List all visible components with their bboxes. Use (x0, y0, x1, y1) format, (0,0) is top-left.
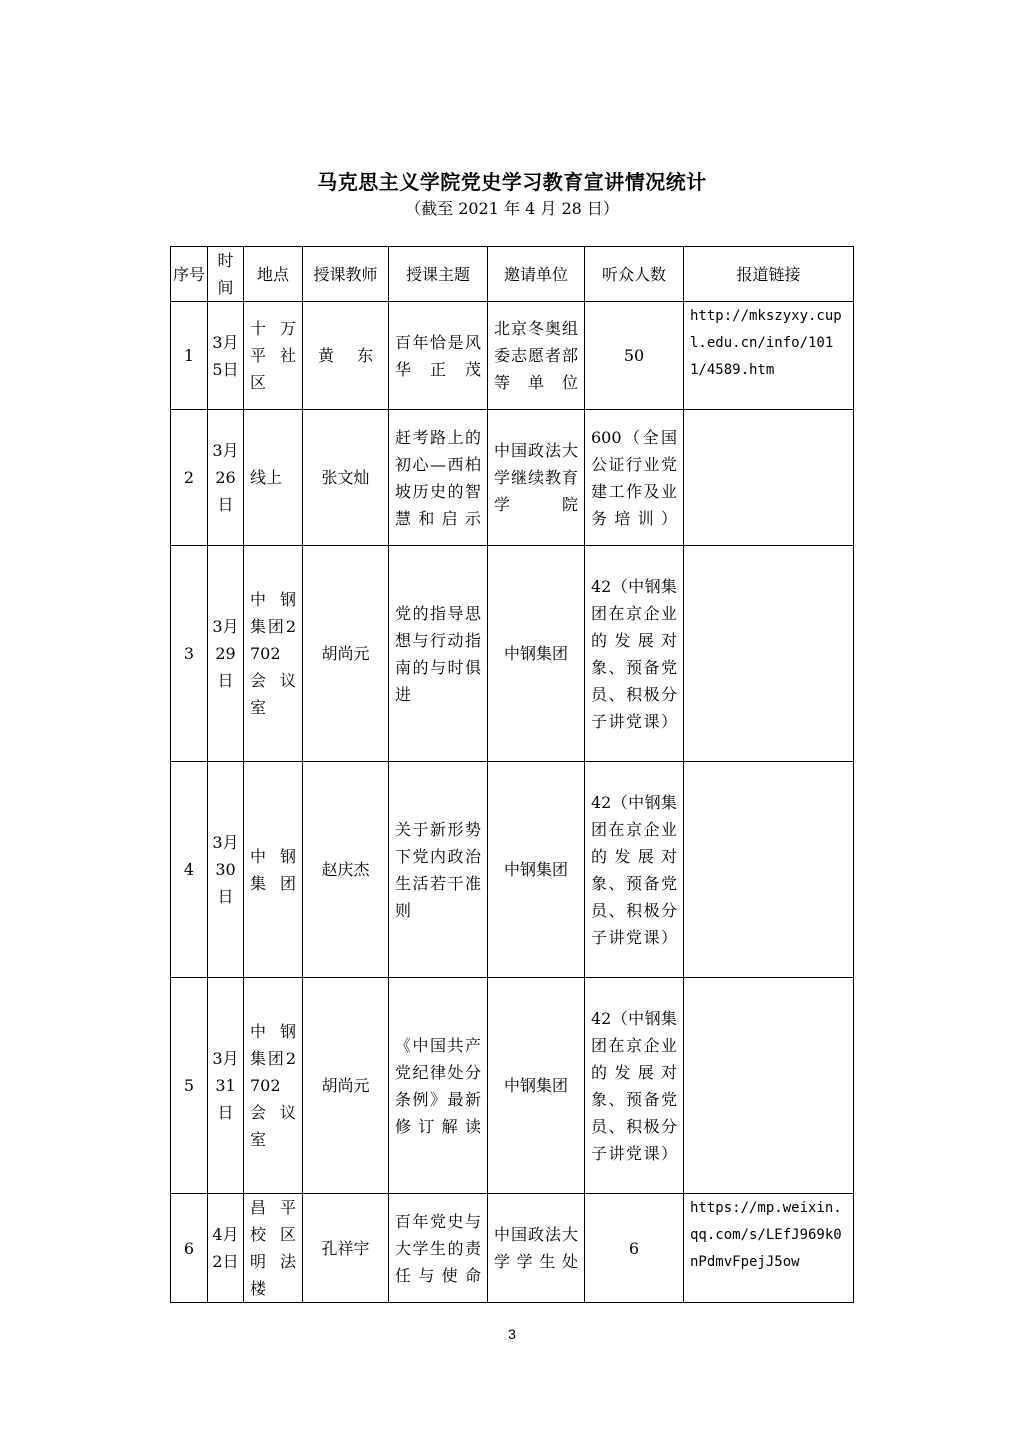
cell-teacher: 赵庆杰 (303, 762, 389, 978)
cell-topic: 党的指导思想与行动指南的与时俱进 (389, 546, 488, 762)
cell-topic: 关于新形势下党内政治生活若干准则 (389, 762, 488, 978)
cell-teacher: 胡尚元 (303, 546, 389, 762)
cell-link (684, 762, 854, 978)
cell-unit: 中钢集团 (488, 546, 585, 762)
cell-place: 中钢集团 (244, 762, 303, 978)
cell-place: 中钢集团2702会议室 (244, 546, 303, 762)
table-row (171, 410, 854, 546)
cell-topic: 百年恰是风华正茂 (389, 302, 488, 410)
cell-audience: 42（中钢集团在京企业的发展对象、预备党员、积极分子讲党课） (585, 762, 684, 978)
column-header-unit: 邀请单位 (488, 247, 585, 302)
cell-audience: 6 (585, 1194, 684, 1303)
cell-date: 3月31日 (208, 978, 244, 1194)
table-row (171, 1194, 854, 1303)
cell-teacher: 胡尚元 (303, 978, 389, 1194)
column-header-teacher: 授课教师 (303, 247, 389, 302)
cell-teacher: 孔祥宇 (303, 1194, 389, 1303)
column-header-place: 地点 (244, 247, 303, 302)
cell-date: 4月2日 (208, 1194, 244, 1303)
column-header-audience: 听众人数 (585, 247, 684, 302)
statistics-table (170, 246, 854, 1303)
document-subtitle: （截至 2021 年 4 月 28 日） (405, 199, 619, 218)
page-number: 3 (508, 1326, 516, 1342)
cell-unit: 中钢集团 (488, 762, 585, 978)
cell-unit: 中国政法大学学生处 (488, 1194, 585, 1303)
cell-teacher: 张文灿 (303, 410, 389, 546)
cell-date: 3月30日 (208, 762, 244, 978)
cell-place: 中钢集团2702会议室 (244, 978, 303, 1194)
cell-date: 3月26日 (208, 410, 244, 546)
column-header-link: 报道链接 (684, 247, 854, 302)
table-row (171, 762, 854, 978)
table-row (171, 546, 854, 762)
cell-audience: 600（全国公证行业党建工作及业务培训） (585, 410, 684, 546)
cell-link (684, 546, 854, 762)
cell-audience: 50 (585, 302, 684, 410)
document-title: 马克思主义学院党史学习教育宣讲情况统计 (317, 170, 707, 194)
cell-place: 线上 (244, 410, 303, 546)
cell-no: 3 (171, 546, 208, 762)
cell-date: 3月5日 (208, 302, 244, 410)
cell-no: 5 (171, 978, 208, 1194)
column-header-topic: 授课主题 (389, 247, 488, 302)
cell-place: 十万平社区 (244, 302, 303, 410)
cell-audience: 42（中钢集团在京企业的发展对象、预备党员、积极分子讲党课） (585, 978, 684, 1194)
cell-link[interactable]: https://mp.weixin.qq.com/s/LEfJ969k0nPdmvFpejJ5ow (684, 1194, 854, 1303)
table-row (171, 302, 854, 410)
cell-link[interactable]: http://mkszyxy.cupl.edu.cn/info/1011/4589.htm (684, 302, 854, 410)
cell-topic: 《中国共产党纪律处分条例》最新修订解读 (389, 978, 488, 1194)
cell-teacher: 黄 东 (303, 302, 389, 410)
cell-unit: 中钢集团 (488, 978, 585, 1194)
cell-no: 4 (171, 762, 208, 978)
cell-no: 1 (171, 302, 208, 410)
column-header-no: 序号 (171, 247, 208, 302)
table-row (171, 978, 854, 1194)
cell-topic: 赶考路上的初心—西柏坡历史的智慧和启示 (389, 410, 488, 546)
cell-link (684, 410, 854, 546)
cell-topic: 百年党史与大学生的责任与使命 (389, 1194, 488, 1303)
column-header-date: 时间 (208, 247, 244, 302)
cell-unit: 中国政法大学继续教育学院 (488, 410, 585, 546)
cell-link (684, 978, 854, 1194)
table-header-row (171, 247, 854, 302)
cell-place: 昌平校区明法楼 (244, 1194, 303, 1303)
cell-no: 2 (171, 410, 208, 546)
cell-unit: 北京冬奥组委志愿者部等单位 (488, 302, 585, 410)
cell-audience: 42（中钢集团在京企业的发展对象、预备党员、积极分子讲党课） (585, 546, 684, 762)
cell-no: 6 (171, 1194, 208, 1303)
cell-date: 3月29日 (208, 546, 244, 762)
